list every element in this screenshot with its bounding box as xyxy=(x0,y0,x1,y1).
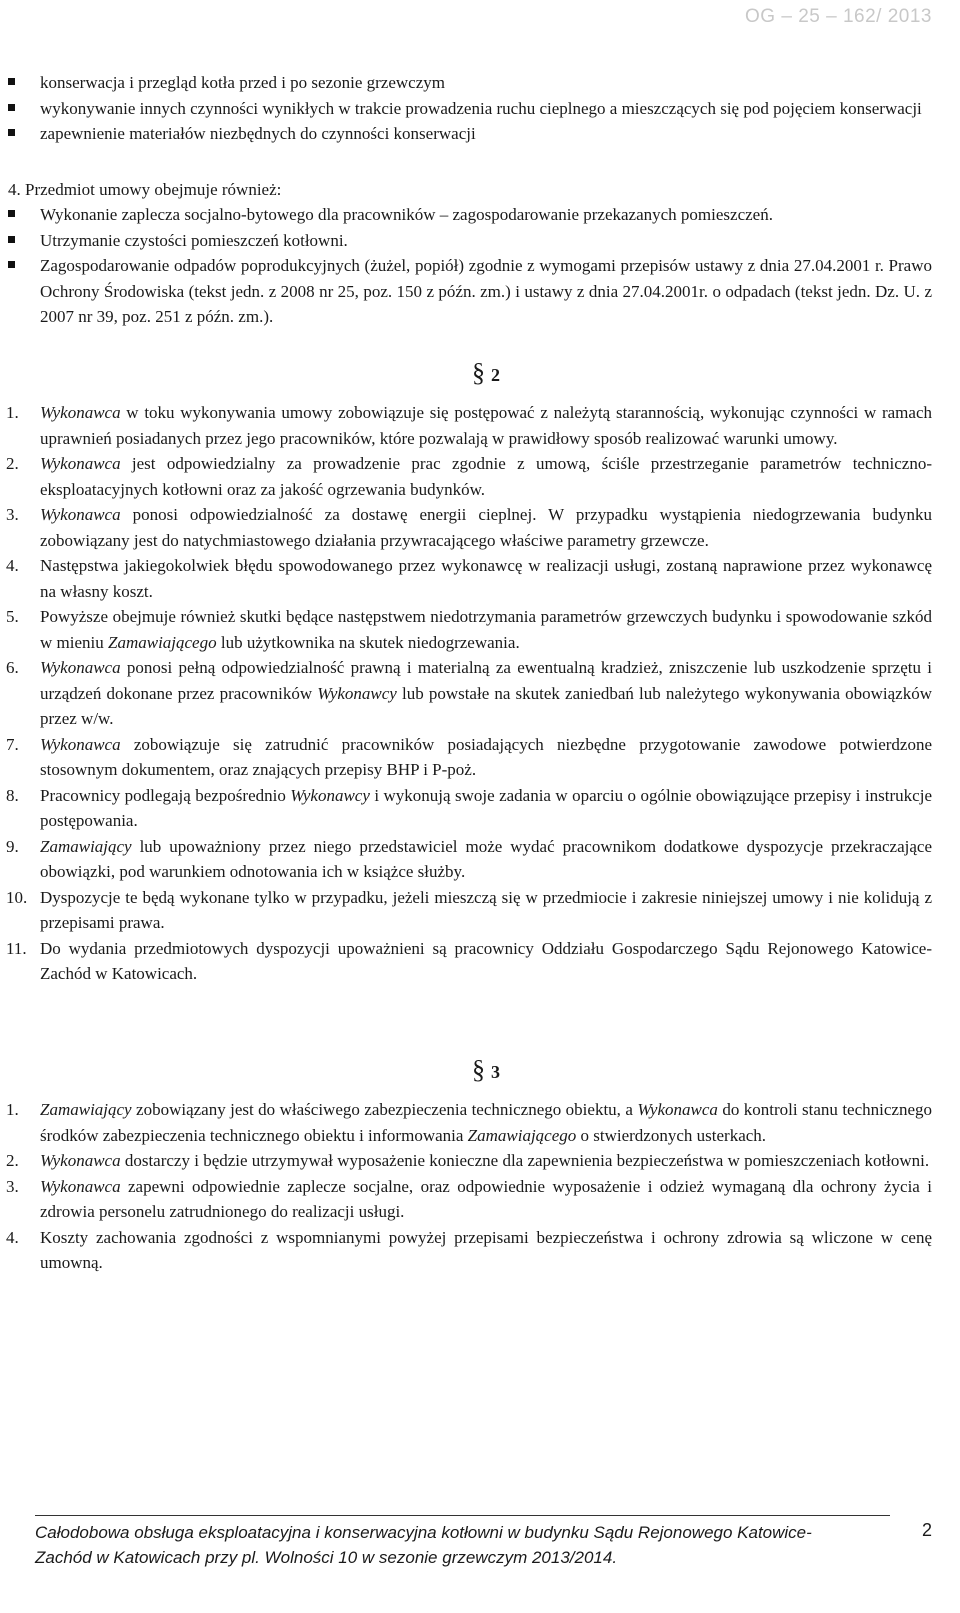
list-item xyxy=(6,451,932,502)
list-item xyxy=(6,885,932,936)
item-number: 4. xyxy=(6,1227,19,1247)
section-number: 3 xyxy=(491,1061,500,1082)
item-number: 9. xyxy=(6,836,19,856)
list-item xyxy=(6,1174,932,1225)
item-number: 11. xyxy=(6,938,27,958)
item-text: Zamawiający zobowiązany jest do właściwego zabezpieczenia technicznego obiektu, a Wykonawca do kontroli stanu technicznego środków zabezpieczenia technicznego obiektu i informowania Zamawiającego o stwierdzonych usterkach. xyxy=(40,1100,933,1145)
list-item xyxy=(6,783,932,834)
item-number: 1. xyxy=(6,1100,19,1119)
list-item xyxy=(6,502,932,553)
item-text: Wykonawca zapewni odpowiednie zaplecze socjalne, oraz odpowiednie wyposażenie i odzież wymaganą dla ochrony życia i zdrowia personelu zatrudnionego do realizacji usługi. xyxy=(40,1176,932,1221)
item-text: Wykonawca w toku wykonywania umowy zobowiązuje się postępować z należytą starannością, wykonując czynności w ramach uprawnień posiadanych przez jego pracowników, które pozwalają w prawidłowy sposób realizować warunki umowy. xyxy=(40,403,932,448)
item-number: 10. xyxy=(6,887,28,907)
list-item: konserwacja i przegląd kotła przed i po sezonie grzewczym xyxy=(40,70,932,96)
list-item xyxy=(6,604,932,655)
section-number: 2 xyxy=(491,364,500,385)
section-2-heading xyxy=(40,357,932,389)
section-4-bullet-list xyxy=(40,202,932,330)
section-3-heading xyxy=(40,1054,932,1086)
list-item xyxy=(6,400,932,451)
item-text: Wykonawca jest odpowiedzialny za prowadzenie prac zgodnie z umową, ściśle przestrzeganie parametrów techniczno-eksploatacyjnych kotłowni oraz za jakość ogrzewania budynków. xyxy=(40,454,932,499)
list-item xyxy=(6,1097,933,1148)
list-item xyxy=(6,834,932,885)
list-item: Zagospodarowanie odpadów poprodukcyjnych (żużel, popiół) zgodnie z wymogami przepisów ustawy z dnia 27.04.2001 r. Prawo Ochrony Środowiska (tekst jedn. z 2008 nr 25, poz. 150 z późn. zm.) i ustawy z dnia 27.04.2001r. o odpadach (tekst jedn. Dz. U. z 2007 nr 39, poz. 251 z późn. zm.). xyxy=(40,253,932,330)
footer-divider xyxy=(35,1515,890,1516)
footer-text: Całodobowa obsługa eksploatacyjna i konserwacyjna kotłowni w budynku Sądu Rejonowego Katowice-Zachód w Katowicach przy pl. Wolności 10 w sezonie grzewczym 2013/2014. xyxy=(35,1523,812,1567)
list-item xyxy=(6,655,932,732)
item-text: Pracownicy podlegają bezpośrednio Wykonawcy i wykonują swoje zadania w oparciu o ogólnie obowiązujące przepisy i instrukcje postępowania. xyxy=(40,785,932,830)
list-item xyxy=(6,1148,932,1174)
page-number: 2 xyxy=(921,1520,932,1540)
item-text: Wykonawca ponosi pełną odpowiedzialność prawną i materialną za ewentualną kradzież, zniszczenie lub uszkodzenie sprzętu i urządzeń dokonane przez pracowników Wykonawcy lub powstałe na skutek zaniedbań lub należytego wykonywania obowiązków przez w/w. xyxy=(40,658,932,728)
item-number: 1. xyxy=(6,403,19,422)
list-item: Utrzymanie czystości pomieszczeń kotłowni. xyxy=(40,228,932,254)
paragraph-symbol: § xyxy=(472,1054,485,1084)
item-number: 5. xyxy=(6,607,19,626)
item-text: Koszty zachowania zgodności z wspomnianymi powyżej przepisami bezpieczeństwa i ochrony zdrowia są wliczone w cenę umowną. xyxy=(40,1227,932,1272)
list-item xyxy=(6,732,932,783)
item-number: 2. xyxy=(6,1151,19,1170)
list-item xyxy=(6,936,932,987)
item-text: Dyspozycje te będą wykonane tylko w przypadku, jeżeli mieszczą się w przedmiocie i zakresie niniejszej umowy i nie kolidują z przepisami prawa. xyxy=(40,887,932,932)
paragraph-symbol: § xyxy=(472,357,485,387)
item-text: Wykonawca dostarczy i będzie utrzymywał wyposażenie konieczne dla zapewnienia bezpieczeństwa w pomieszczeniach kotłowni. xyxy=(40,1151,930,1170)
list-item xyxy=(6,1225,932,1276)
list-item: wykonywanie innych czynności wynikłych w trakcie prowadzenia ruchu cieplnego a mieszczących się pod pojęciem konserwacji xyxy=(40,96,932,122)
item-number: 2. xyxy=(6,454,19,473)
intro-bullet-list xyxy=(40,70,932,147)
list-item: Wykonanie zaplecza socjalno-bytowego dla pracowników – zagospodarowanie przekazanych pomieszczeń. xyxy=(40,202,932,228)
list-item xyxy=(6,553,932,604)
document-body xyxy=(6,70,933,1276)
list-item: zapewnienie materiałów niezbędnych do czynności konserwacji xyxy=(40,121,932,147)
item-text: Następstwa jakiegokolwiek błędu spowodowanego przez wykonawcę w realizacji usługi, zostaną naprawione przez wykonawcę na własny koszt. xyxy=(40,556,932,601)
item-text: Wykonawca ponosi odpowiedzialność za dostawę energii cieplnej. W przypadku wystąpienia niedogrzewania budynku zobowiązany jest do natychmiastowego działania przywracającego właściwe parametry grzewcze. xyxy=(40,505,932,550)
document-reference: OG – 25 – 162/ 2013 xyxy=(745,6,932,27)
item-text: Zamawiający lub upoważniony przez niego przedstawiciel może wydać pracownikom dodatkowe dyspozycje przekraczające obowiązki, pod warunkiem odnotowania ich w książce służby. xyxy=(40,836,932,881)
item-number: 8. xyxy=(6,785,19,805)
section-2-list xyxy=(6,400,932,987)
item-number: 6. xyxy=(6,658,19,677)
item-number: 7. xyxy=(6,734,19,754)
item-number: 3. xyxy=(6,505,19,524)
item-number: 3. xyxy=(6,1176,19,1196)
item-text: Wykonawca zobowiązuje się zatrudnić pracowników posiadających niezbędne przygotowanie zawodowe potwierdzone stosownym dokumentem, oraz znających przepisy BHP i P-poż. xyxy=(40,734,932,779)
item-number: 4. xyxy=(6,556,19,575)
item-text: Powyższe obejmuje również skutki będące następstwem niedotrzymania parametrów grzewczych budynku i spowodowanie szkód w mieniu Zamawiającego lub użytkownika na skutek niedogrzewania. xyxy=(40,607,932,652)
item-text: Do wydania przedmiotowych dyspozycji upoważnieni są pracownicy Oddziału Gospodarczego Sądu Rejonowego Katowice-Zachód w Katowicach. xyxy=(40,938,932,983)
section-3-list xyxy=(6,1097,933,1276)
section-4-title: 4. Przedmiot umowy obejmuje również: xyxy=(8,179,282,199)
